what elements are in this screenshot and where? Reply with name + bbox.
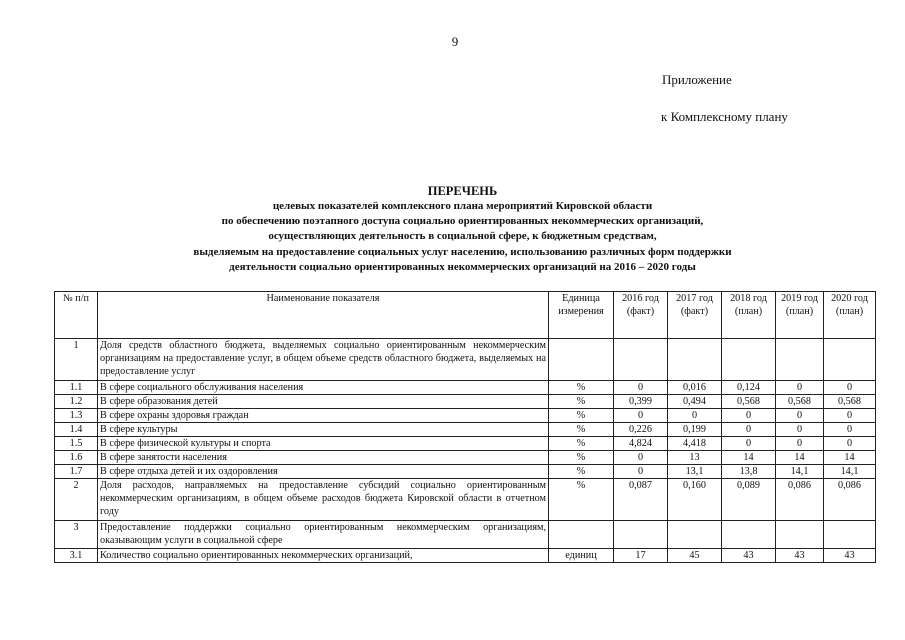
title-line-5: деятельности социально ориентированных некоммерческих организаций на 2016 – 2020 годы	[229, 260, 696, 273]
value-2020	[824, 521, 876, 549]
annex-reference: к Комплексному плану	[661, 109, 788, 124]
header-2018: 2018 год (план)	[722, 292, 776, 339]
value-2017: 0,160	[668, 479, 722, 521]
header-name: Наименование показателя	[98, 292, 549, 339]
value-2016: 0,226	[614, 423, 668, 437]
value-2017: 45	[668, 549, 722, 563]
value-2018: 0,089	[722, 479, 776, 521]
table-row	[55, 395, 876, 409]
title-line-2: по обеспечению поэтапного доступа социально ориентированных некоммерческих организаций,	[221, 215, 704, 228]
page-number: 9	[451, 34, 459, 49]
table-row	[55, 339, 876, 381]
value-2018: 0,568	[722, 395, 776, 409]
value-2018: 0,124	[722, 381, 776, 395]
document-title	[100, 183, 825, 275]
value-2016: 0,087	[614, 479, 668, 521]
indicator-name: В сфере охраны здоровья граждан	[98, 409, 549, 423]
value-2018: 0	[722, 437, 776, 451]
value-2016: 0	[614, 451, 668, 465]
value-2019: 0	[776, 437, 824, 451]
row-number: 3.1	[55, 549, 98, 563]
title-line-4: выделяемым на предоставление социальных услуг населению, использованию различных форм поддержки	[193, 245, 732, 258]
header-2020: 2020 год (план)	[824, 292, 876, 339]
indicator-name: В сфере социального обслуживания населения	[98, 381, 549, 395]
value-2016: 0	[614, 409, 668, 423]
title-line-3: осуществляющих деятельность в социальной сфере, к бюджетным средствам,	[268, 230, 657, 243]
value-2020: 0	[824, 437, 876, 451]
unit-cell: %	[549, 381, 614, 395]
value-2016	[614, 339, 668, 381]
table-row	[55, 423, 876, 437]
header-unit: Единица измерения	[549, 292, 614, 339]
value-2017: 13	[668, 451, 722, 465]
value-2016	[614, 521, 668, 549]
value-2018: 43	[722, 549, 776, 563]
row-number: 1.3	[55, 409, 98, 423]
header-2016: 2016 год (факт)	[614, 292, 668, 339]
unit-cell	[549, 339, 614, 381]
value-2018: 0	[722, 423, 776, 437]
row-number: 3	[55, 521, 98, 549]
table-row	[55, 381, 876, 395]
indicator-name: В сфере культуры	[98, 423, 549, 437]
value-2017: 0,016	[668, 381, 722, 395]
value-2020: 0,568	[824, 395, 876, 409]
indicator-name: Предоставление поддержки социально ориентированным некоммерческим организациям, оказывающим услуги в социальной сфере	[98, 521, 549, 549]
unit-cell: %	[549, 423, 614, 437]
value-2017: 0,199	[668, 423, 722, 437]
value-2018: 0	[722, 409, 776, 423]
header-2019: 2019 год (план)	[776, 292, 824, 339]
value-2016: 0	[614, 381, 668, 395]
value-2017: 13,1	[668, 465, 722, 479]
table-row	[55, 549, 876, 563]
value-2020: 0,086	[824, 479, 876, 521]
annex-label: Приложение	[662, 72, 732, 87]
value-2017	[668, 339, 722, 381]
row-number: 1.1	[55, 381, 98, 395]
table-row	[55, 521, 876, 549]
unit-cell	[549, 521, 614, 549]
row-number: 1.2	[55, 395, 98, 409]
indicator-name: Доля средств областного бюджета, выделяемых социально ориентированным некоммерческим организациям на предоставление услуг, в общем объеме средств областного бюджета, выделяемых на предоставление услуг	[98, 339, 549, 381]
table-header-row	[55, 292, 876, 339]
value-2017: 0	[668, 409, 722, 423]
row-number: 1.7	[55, 465, 98, 479]
row-number: 2	[55, 479, 98, 521]
table-row	[55, 465, 876, 479]
title-heading: ПЕРЕЧЕНЬ	[427, 184, 498, 198]
value-2018: 14	[722, 451, 776, 465]
value-2017: 4,418	[668, 437, 722, 451]
value-2019: 0,568	[776, 395, 824, 409]
unit-cell: %	[549, 395, 614, 409]
value-2019: 0	[776, 423, 824, 437]
value-2019	[776, 521, 824, 549]
value-2018	[722, 521, 776, 549]
unit-cell: %	[549, 437, 614, 451]
value-2020: 43	[824, 549, 876, 563]
indicator-name: Доля расходов, направляемых на предоставление субсидий социально ориентированным некоммерческим организациям, в общем объеме расходов бюджета Кировской области в отчетном году	[98, 479, 549, 521]
indicator-name: Количество социально ориентированных некоммерческих организаций,	[98, 549, 549, 563]
value-2020: 0	[824, 381, 876, 395]
table-row	[55, 479, 876, 521]
indicator-name: В сфере физической культуры и спорта	[98, 437, 549, 451]
value-2016: 0	[614, 465, 668, 479]
header-num: № п/п	[55, 292, 98, 339]
value-2019	[776, 339, 824, 381]
value-2019: 14	[776, 451, 824, 465]
value-2016: 4,824	[614, 437, 668, 451]
value-2017	[668, 521, 722, 549]
value-2020: 0	[824, 423, 876, 437]
table-row	[55, 451, 876, 465]
indicators-table	[54, 291, 876, 563]
value-2018	[722, 339, 776, 381]
row-number: 1	[55, 339, 98, 381]
value-2020: 14	[824, 451, 876, 465]
value-2020: 0	[824, 409, 876, 423]
value-2019: 14,1	[776, 465, 824, 479]
indicator-name: В сфере образования детей	[98, 395, 549, 409]
unit-cell: %	[549, 409, 614, 423]
row-number: 1.6	[55, 451, 98, 465]
table-row	[55, 437, 876, 451]
value-2016: 0,399	[614, 395, 668, 409]
unit-cell: %	[549, 479, 614, 521]
value-2019: 0	[776, 381, 824, 395]
row-number: 1.5	[55, 437, 98, 451]
value-2018: 13,8	[722, 465, 776, 479]
header-2017: 2017 год (факт)	[668, 292, 722, 339]
unit-cell: %	[549, 451, 614, 465]
value-2019: 0	[776, 409, 824, 423]
value-2017: 0,494	[668, 395, 722, 409]
table-row	[55, 409, 876, 423]
unit-cell: %	[549, 465, 614, 479]
indicator-name: В сфере занятости населения	[98, 451, 549, 465]
value-2019: 43	[776, 549, 824, 563]
unit-cell: единиц	[549, 549, 614, 563]
indicator-name: В сфере отдыха детей и их оздоровления	[98, 465, 549, 479]
title-line-1: целевых показателей комплексного плана мероприятий Кировской области	[272, 200, 653, 212]
value-2016: 17	[614, 549, 668, 563]
value-2020	[824, 339, 876, 381]
value-2019: 0,086	[776, 479, 824, 521]
row-number: 1.4	[55, 423, 98, 437]
value-2020: 14,1	[824, 465, 876, 479]
